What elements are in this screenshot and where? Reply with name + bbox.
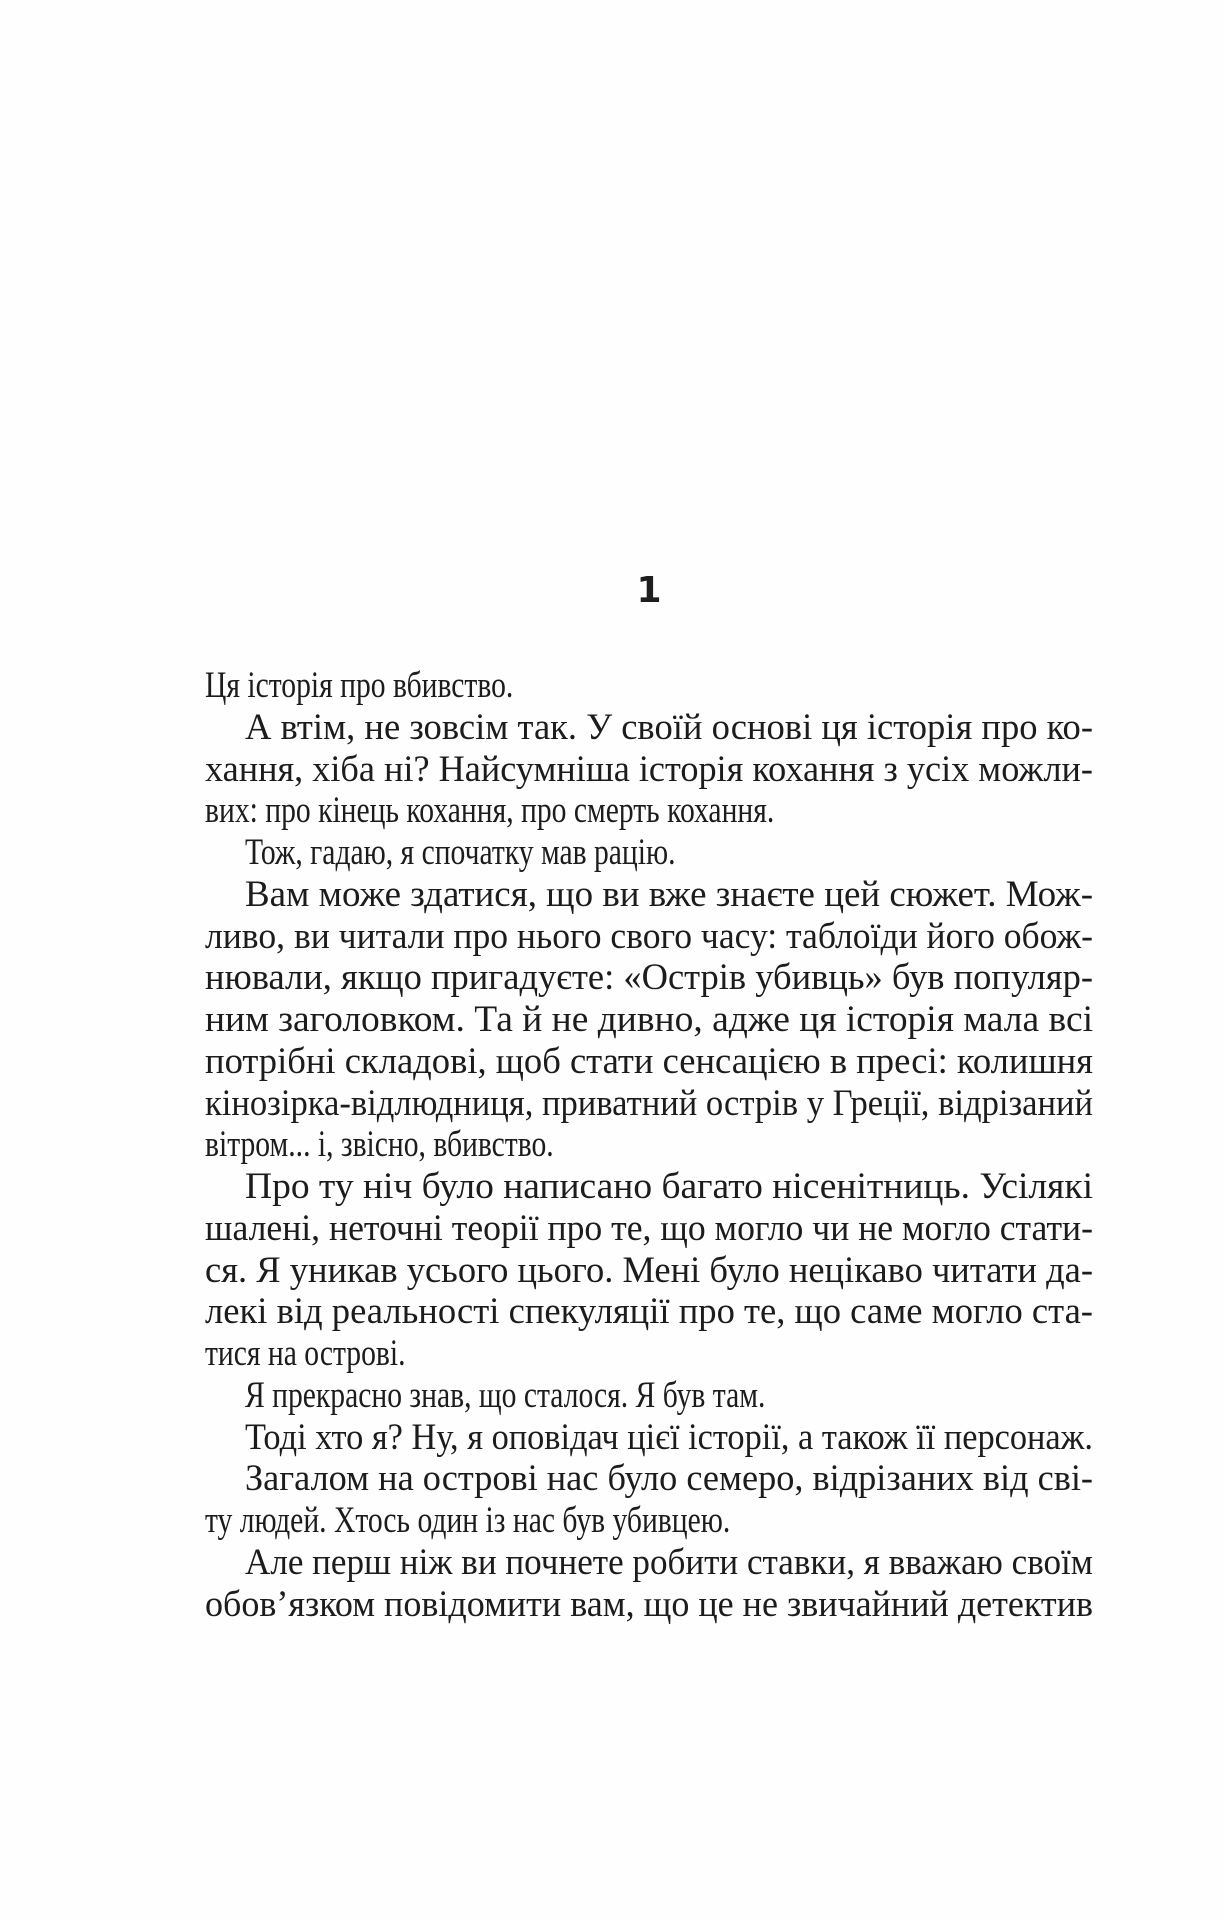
text-line-content: Ця історія про вбивство. xyxy=(205,665,514,706)
text-line-content: ливо, ви читали про нього свого часу: таблоїди його обож- xyxy=(205,915,1093,957)
text-line-content: вих: про кінець кохання, про смерть кохання. xyxy=(205,790,775,832)
text-line xyxy=(205,1458,1093,1500)
text-line-content: хання, хіба ні? Найсумніша історія кохання з усіх можли- xyxy=(205,748,1093,790)
text-line xyxy=(205,665,1093,707)
text-line xyxy=(205,1417,1093,1459)
text-line-content: Тож, гадаю, я спочатку мав рацію. xyxy=(245,832,676,873)
text-line-content: ся. Я уникав усього цього. Мені було нецікаво читати да- xyxy=(205,1249,1093,1291)
text-line-content: Я прекрасно знав, що сталося. Я був там. xyxy=(245,1374,766,1416)
text-line xyxy=(205,916,1093,958)
text-line xyxy=(205,874,1093,916)
text-line-content: шалені, неточні теорії про те, що могло чи не могло стати- xyxy=(205,1207,1093,1249)
text-line xyxy=(205,790,1093,832)
text-line-content: кінозірка-відлюдниця, приватний острів у Греції, відрізаний xyxy=(205,1082,1093,1124)
text-line xyxy=(205,999,1093,1041)
text-line-content: Про ту ніч було написано багато нісенітниць. Усілякі xyxy=(245,1166,1093,1207)
text-line-content: нювали, якщо пригадуєте: «Острів убивць» був популяр- xyxy=(205,957,1093,999)
chapter-number: 1 xyxy=(636,570,662,611)
chapter-body-text xyxy=(205,665,1093,1625)
text-line-content: ту людей. Хтось один із нас був убивцею. xyxy=(205,1500,731,1541)
text-line-content: лекі від реальності спекуляції про те, що саме могло ста- xyxy=(205,1291,1093,1333)
text-line xyxy=(205,832,1093,874)
text-line xyxy=(205,1291,1093,1333)
text-line-content: вітром... і, звісно, вбивство. xyxy=(205,1124,554,1166)
text-line-content: Тоді хто я? Ну, я оповідач цієї історії, а також її персонаж. xyxy=(245,1416,1093,1458)
text-line xyxy=(205,1166,1093,1208)
text-line xyxy=(205,1083,1093,1125)
text-line-content: А втім, не зовсім так. У своїй основі ця історія про ко- xyxy=(245,706,1093,748)
text-line xyxy=(205,1375,1093,1417)
text-line xyxy=(205,1208,1093,1250)
text-line-content: Вам може здатися, що ви вже знаєте цей сюжет. Мож- xyxy=(245,873,1093,915)
text-line-content: Загалом на острові нас було семеро, відрізаних від сві- xyxy=(245,1458,1093,1500)
text-line xyxy=(205,957,1093,999)
text-line-content: потрібні складові, щоб стати сенсацією в пресі: колишня xyxy=(205,1040,1093,1082)
text-line xyxy=(205,749,1093,791)
text-line xyxy=(205,1250,1093,1292)
text-line xyxy=(205,1584,1093,1626)
text-line-content: Але перш ніж ви почнете робити ставки, я вважаю своїм xyxy=(245,1541,1093,1583)
text-line xyxy=(205,1041,1093,1083)
text-line xyxy=(205,1542,1093,1584)
text-line-content: обов’язком повідомити вам, що це не звичайний детектив xyxy=(205,1583,1093,1625)
text-line xyxy=(205,707,1093,749)
text-line-content: ним заголовком. Та й не дивно, адже ця історія мала всі xyxy=(205,999,1093,1040)
text-line xyxy=(205,1124,1093,1166)
text-line xyxy=(205,1500,1093,1542)
text-line-content: тися на острові. xyxy=(205,1333,406,1374)
text-line xyxy=(205,1333,1093,1375)
